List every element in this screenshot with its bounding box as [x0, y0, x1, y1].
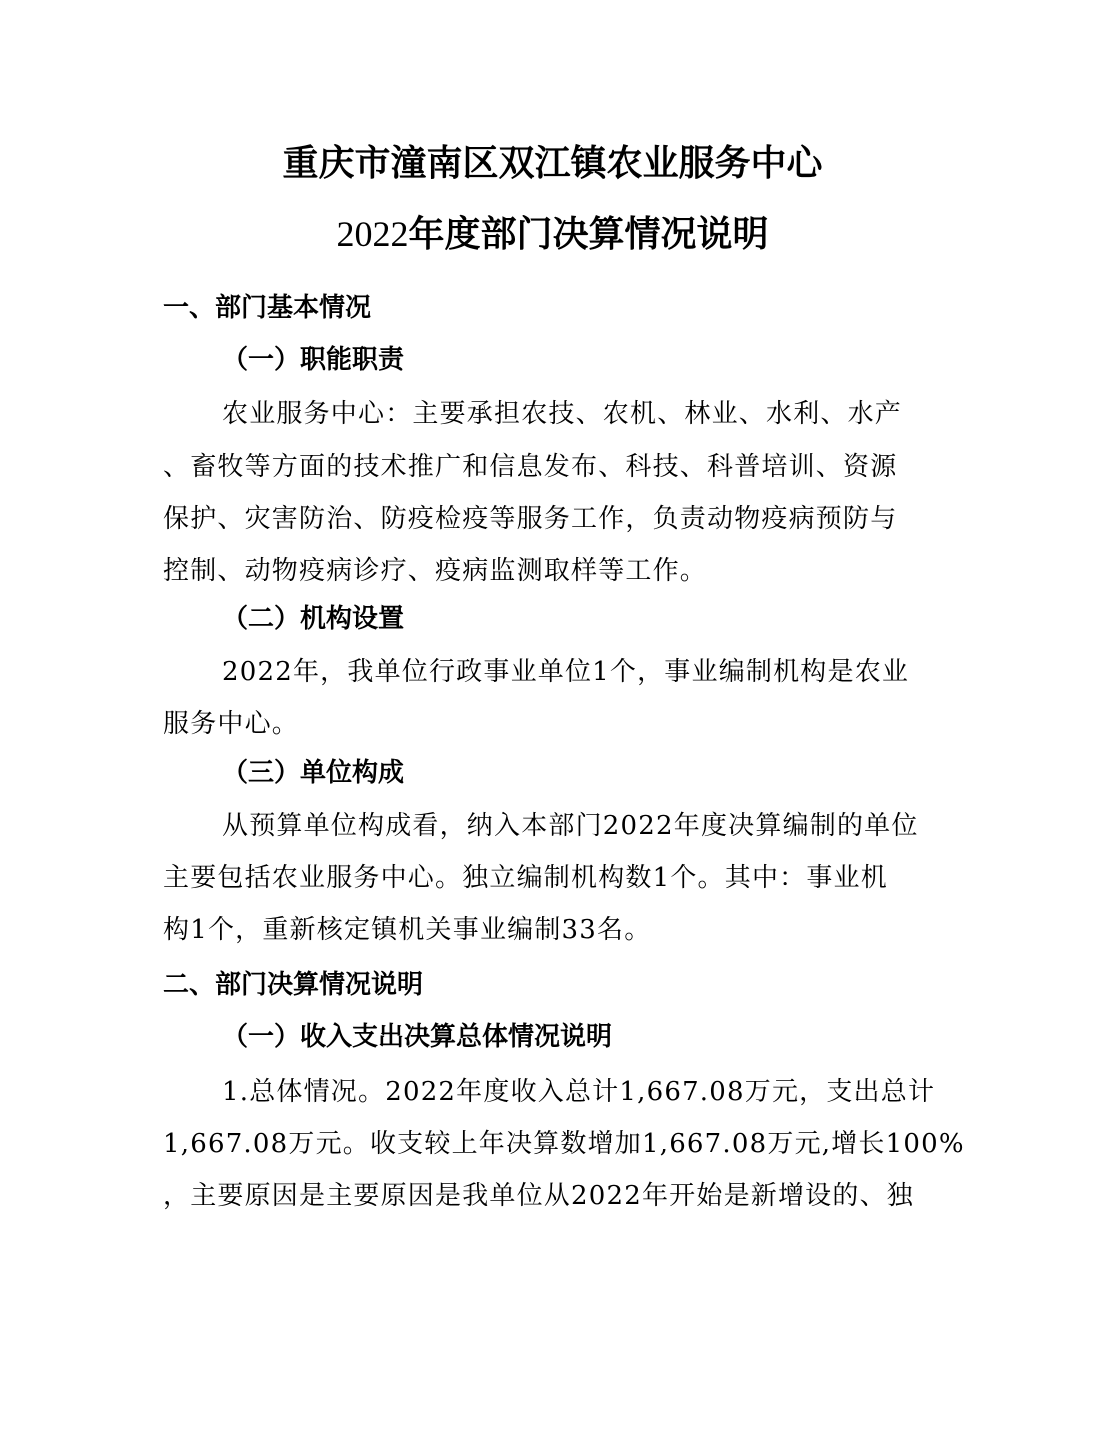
paragraph-line: 保护、灾害防治、防疫检疫等服务工作，负责动物疫病预防与	[163, 504, 898, 534]
section1-sub3-heading: （三）单位构成	[222, 758, 405, 788]
section2-heading: 二、部门决算情况说明	[163, 970, 424, 1000]
paragraph-line: 、畜牧等方面的技术推广和信息发布、科技、科普培训、资源	[163, 452, 898, 482]
section2-sub1-heading: （一）收入支出决算总体情况说明	[222, 1022, 613, 1052]
paragraph-line: ，主要原因是主要原因是我单位从2022年开始是新增设的、独	[163, 1181, 914, 1211]
title-year: 2022	[336, 214, 409, 254]
document-title-line1: 重庆市潼南区双江镇农业服务中心	[282, 143, 823, 184]
paragraph-line: 1.总体情况。2022年度收入总计1,667.08万元，支出总计	[222, 1077, 936, 1107]
paragraph-line: 构1个，重新核定镇机关事业编制33名。	[163, 915, 652, 945]
section1-heading: 一、部门基本情况	[163, 293, 372, 323]
paragraph-line: 农业服务中心：主要承担农技、农机、林业、水利、水产	[222, 399, 903, 429]
section1-sub2-heading: （二）机构设置	[222, 604, 405, 634]
paragraph-line: 1,667.08万元。收支较上年决算数增加1,667.08万元,增长100%	[163, 1129, 965, 1159]
paragraph-line: 从预算单位构成看，纳入本部门2022年度决算编制的单位	[222, 811, 919, 841]
paragraph-line: 2022年，我单位行政事业单位1个，事业编制机构是农业	[222, 657, 910, 687]
document-title-line2	[0, 212, 1105, 257]
paragraph-line: 控制、动物疫病诊疗、疫病监测取样等工作。	[163, 556, 708, 586]
section1-sub1-heading: （一）职能职责	[222, 345, 405, 375]
title-rest: 年度部门决算情况说明	[408, 214, 769, 255]
paragraph-line: 主要包括农业服务中心。独立编制机构数1个。其中：事业机	[163, 863, 888, 893]
paragraph-line: 服务中心。	[163, 709, 300, 739]
